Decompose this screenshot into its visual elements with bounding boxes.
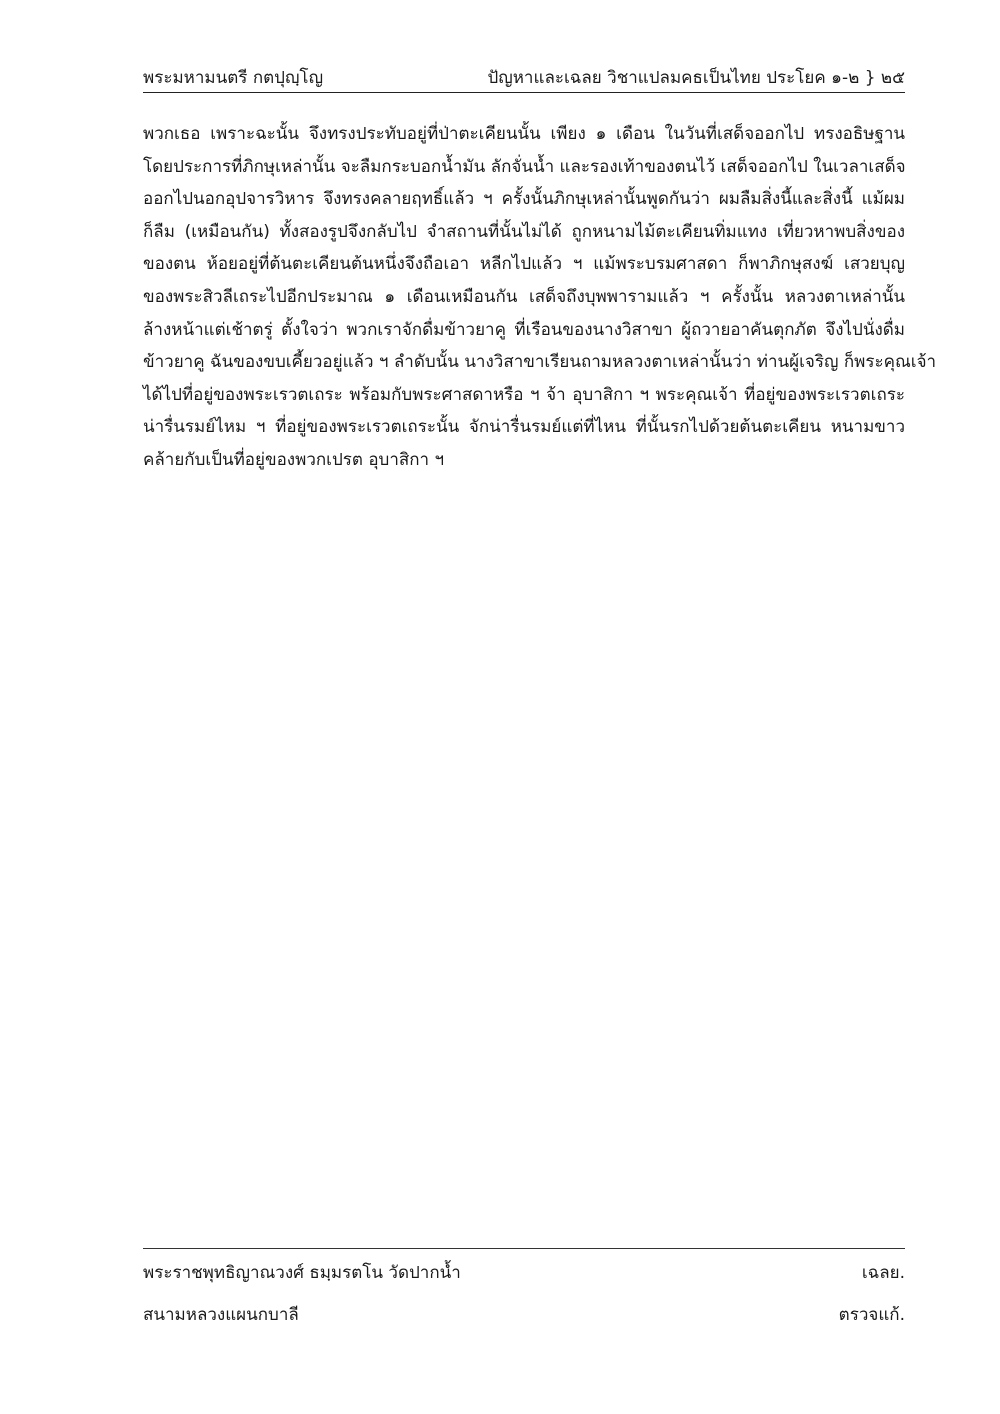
- body-text: [143, 118, 937, 477]
- body-line: ข้าวยาคู ฉันของขบเคี้ยวอยู่แล้ว ฯ ลำดับนั้น นางวิสาขาเรียนถามหลวงตาเหล่านั้นว่า ท่านผู้เจริญ ก็พระคุณเจ้า: [143, 352, 937, 373]
- footer-answerer: พระราชพุทธิญาณวงศ์ ธมฺมรตโน วัดปากน้ำ: [143, 1263, 461, 1283]
- body-line: ล้างหน้าแต่เช้าตรู่ ตั้งใจว่า พวกเราจักดื่มข้าวยาคู ที่เรือนของนางวิสาขา ผู้ถวายอาคันตุกภัต จึงไปนั่งดื่ม: [143, 319, 905, 340]
- header-title: ปัญหาและเฉลย วิชาแปลมคธเป็นไทย ประโยค ๑-๒ } ๒๕: [487, 68, 905, 88]
- page-footer: [143, 1248, 905, 1333]
- body-line: ก็ลืม (เหมือนกัน) ทั้งสองรูปจึงกลับไป จำสถานที่นั้นไม่ได้ ถูกหนามไม้ตะเคียนทิ่มแทง เที่ยวหาพบสิ่งของ: [143, 221, 905, 242]
- header-author: พระมหามนตรี กตปุญฺโญ: [143, 68, 324, 88]
- page-header: [143, 64, 905, 93]
- body-line: โดยประการที่ภิกษุเหล่านั้น จะลืมกระบอกน้ำมัน ลักจั่นน้ำ และรองเท้าของตนไว้ เสด็จออกไป ในเวลาเสด็จ: [143, 156, 906, 177]
- body-line: พวกเธอ เพราะฉะนั้น จึงทรงประทับอยู่ที่ป่าตะเคียนนั้น เพียง ๑ เดือน ในวันที่เสด็จออกไป ทรงอธิษฐาน: [143, 124, 905, 144]
- body-line: ได้ไปที่อยู่ของพระเรวตเถระ พร้อมกับพระศาสดาหรือ ฯ จ้า อุบาสิกา ฯ พระคุณเจ้า ที่อยู่ของพระเรวตเถระ: [143, 384, 905, 405]
- body-line: น่ารื่นรมย์ไหม ฯ ที่อยู่ของพระเรวตเถระนั้น จักน่ารื่นรมย์แต่ที่ไหน ที่นั้นรกไปด้วยต้นตะเคียน หนามขาว: [143, 417, 905, 438]
- body-line: ของพระสิวลีเถระไปอีกประมาณ ๑ เดือนเหมือนกัน เสด็จถึงบุพพารามแล้ว ฯ ครั้งนั้น หลวงตาเหล่านั้น: [143, 286, 905, 307]
- body-line: ของตน ห้อยอยู่ที่ต้นตะเคียนต้นหนึ่งจึงถือเอา หลีกไปแล้ว ฯ แม้พระบรมศาสดา ก็พาภิกษุสงฆ์ เสวยบุญ: [143, 254, 905, 275]
- footer-row: [143, 1297, 905, 1333]
- footer-row: [143, 1255, 905, 1291]
- footer-office: สนามหลวงแผนกบาลี: [143, 1305, 299, 1325]
- footer-answer-label: เฉลย.: [861, 1263, 905, 1283]
- body-line: คล้ายกับเป็นที่อยู่ของพวกเปรต อุบาสิกา ฯ: [143, 449, 445, 470]
- footer-checked-label: ตรวจแก้.: [838, 1305, 905, 1325]
- body-line: ออกไปนอกอุปจารวิหาร จึงทรงคลายฤทธิ์แล้ว ฯ ครั้งนั้นภิกษุเหล่านั้นพูดกันว่า ผมลืมสิ่งนี้และสิ่งนี้ แม้ผม: [143, 189, 905, 210]
